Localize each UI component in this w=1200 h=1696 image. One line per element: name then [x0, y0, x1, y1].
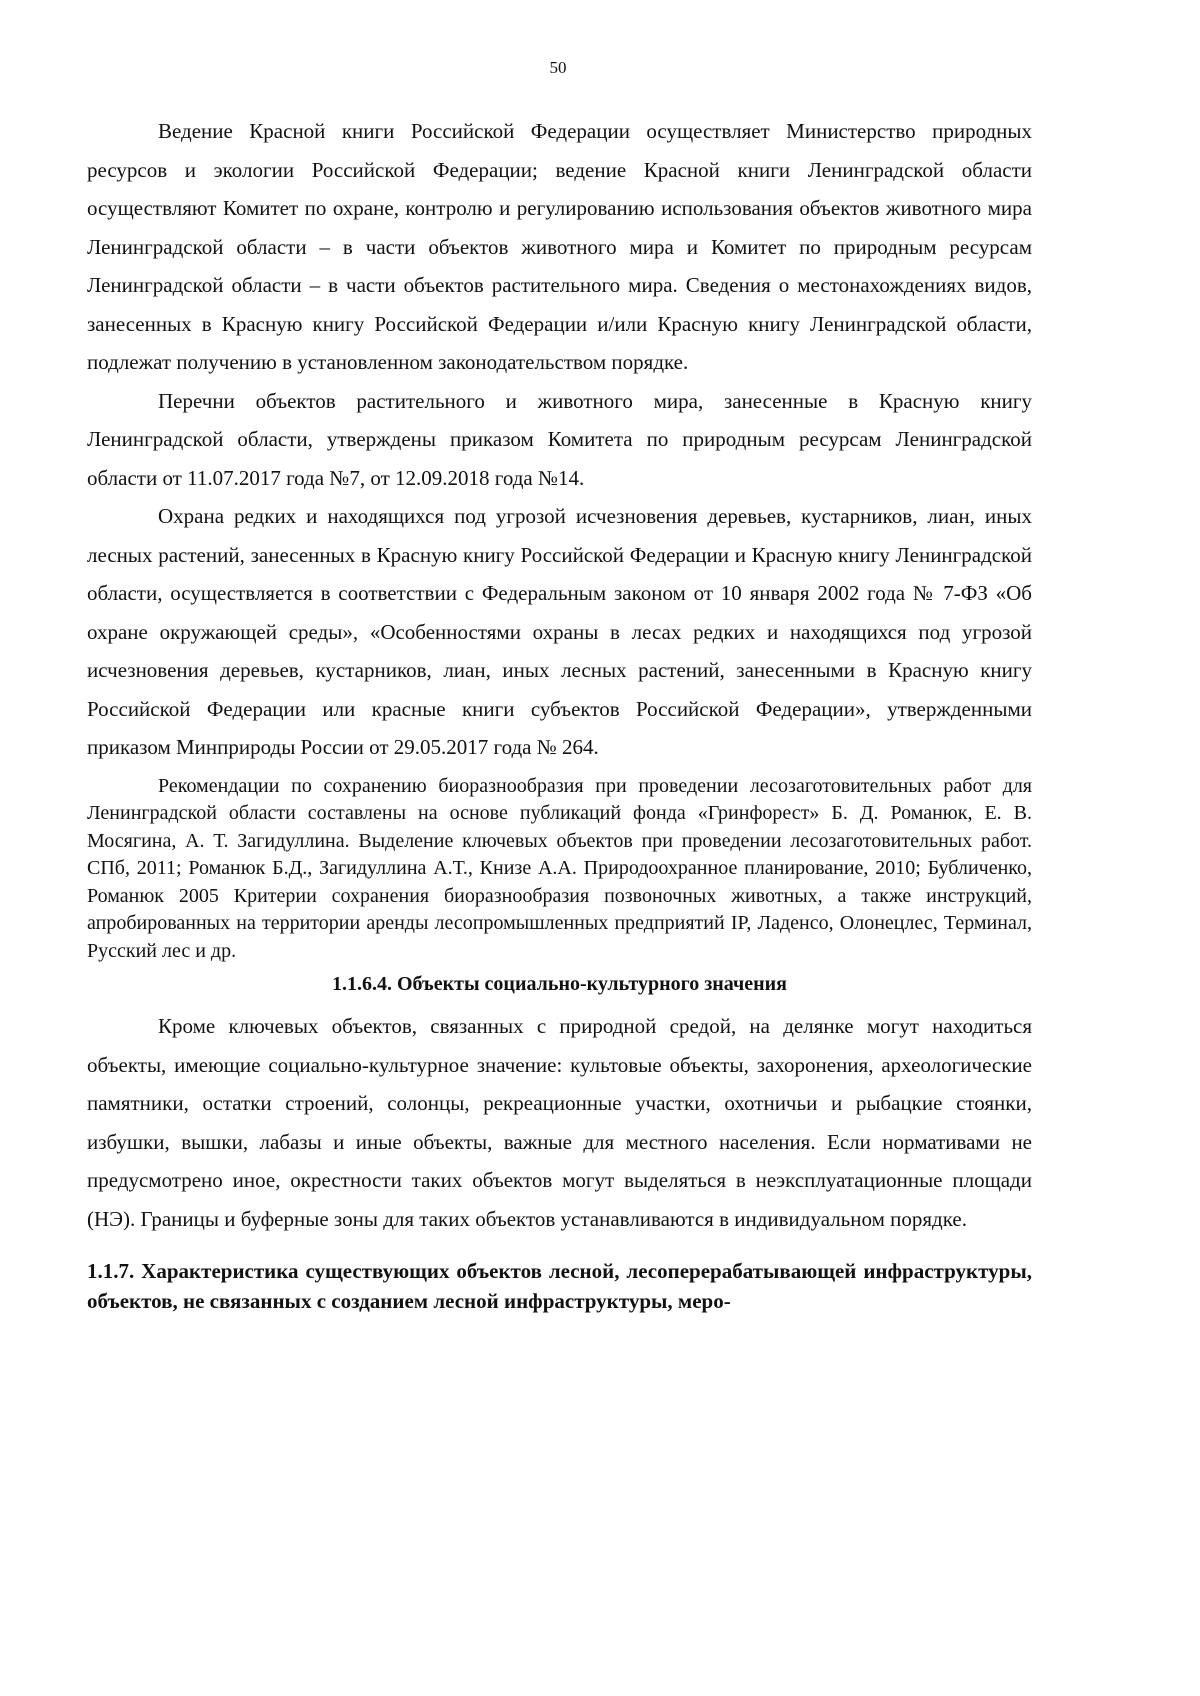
page-number: 50 — [549, 58, 567, 77]
paragraph-social-cultural-objects: Кроме ключевых объектов, связанных с природной средой, на делянке могут находиться объекты, имеющие социально-культурное значение: культовые объекты, захоронения, археологические памятники, остатки строений, солонцы, рекреационные участки, охотничьи и рыбацкие стоянки, избушки, вышки, лабазы и иные объекты, важные для местного населения. Если нормативами не предусмотрено иное, окрестности таких объектов могут выделяться в неэксплуатационные площади (НЭ). Границы и буферные зоны для таких объектов устанавливаются в индивидуальном порядке. — [87, 1014, 1032, 1231]
paragraph-red-book-management: Ведение Красной книги Российской Федерации осуществляет Министерство природных ресурсов и экологии Российской Федерации; ведение Красной книги Ленинградской области осуществляют Комитет по охране, контролю и регулированию использования объектов животного мира Ленинградской области – в части объектов животного мира и Комитет по природным ресурсам Ленинградской области – в части объектов растительного мира. Сведения о местонахождениях видов, занесенных в Красную книгу Российской Федерации и/или Красную книгу Ленинградской области, подлежат получению в установленном законодательством порядке. — [87, 119, 1032, 374]
section-heading-1-1-6-4: 1.1.6.4. Объекты социально-культурного значения — [332, 973, 787, 995]
page-content — [87, 112, 1032, 1316]
paragraph-biodiversity-recommendations: Рекомендации по сохранению биоразнообразия при проведении лесозаготовительных работ для Ленинградской области составлены на основе публикаций фонда «Гринфорест» Б. Д. Романюк, Е. В. Мосягина, А. Т. Загидуллина. Выделение ключевых объектов при проведении лесозаготовительных работ. СПб, 2011; Романюк Б.Д., Загидуллина А.Т., Книзе А.А. Природоохранное планирование, 2010; Бубличенко, Романюк 2005 Критерии сохранения биоразнообразия позвоночных животных, а также инструкций, апробированных на территории аренды лесопромышленных предприятий IP, Ладенсо, Олонецлес, Терминал, Русский лес и др. — [87, 774, 1032, 962]
paragraph-protection-rules: Охрана редких и находящихся под угрозой исчезновения деревьев, кустарников, лиан, иных лесных растений, занесенных в Красную книгу Российской Федерации и Красную книгу Ленинградской области, осуществляется в соответствии с Федеральным законом от 10 января 2002 года № 7-ФЗ «Об охране окружающей среды», «Особенностями охраны в лесах редких и находящихся под угрозой исчезновения деревьев, кустарников, лиан, иных лесных растений, занесенными в Красную книгу Российской Федерации или красные книги субъектов Российской Федерации», утвержденными приказом Минприроды России от 29.05.2017 года № 264. — [87, 504, 1032, 759]
section-heading-1-1-7: 1.1.7. Характеристика существующих объектов лесной, лесоперерабатывающей инфраструктуры, объектов, не связанных с созданием лесной инфраструктуры, меро- — [87, 1259, 1032, 1313]
paragraph-red-book-lists: Перечни объектов растительного и животного мира, занесенные в Красную книгу Ленинградской области, утверждены приказом Комитета по природным ресурсам Ленинградской области от 11.07.2017 года №7, от 12.09.2018 года №14. — [87, 388, 1032, 490]
